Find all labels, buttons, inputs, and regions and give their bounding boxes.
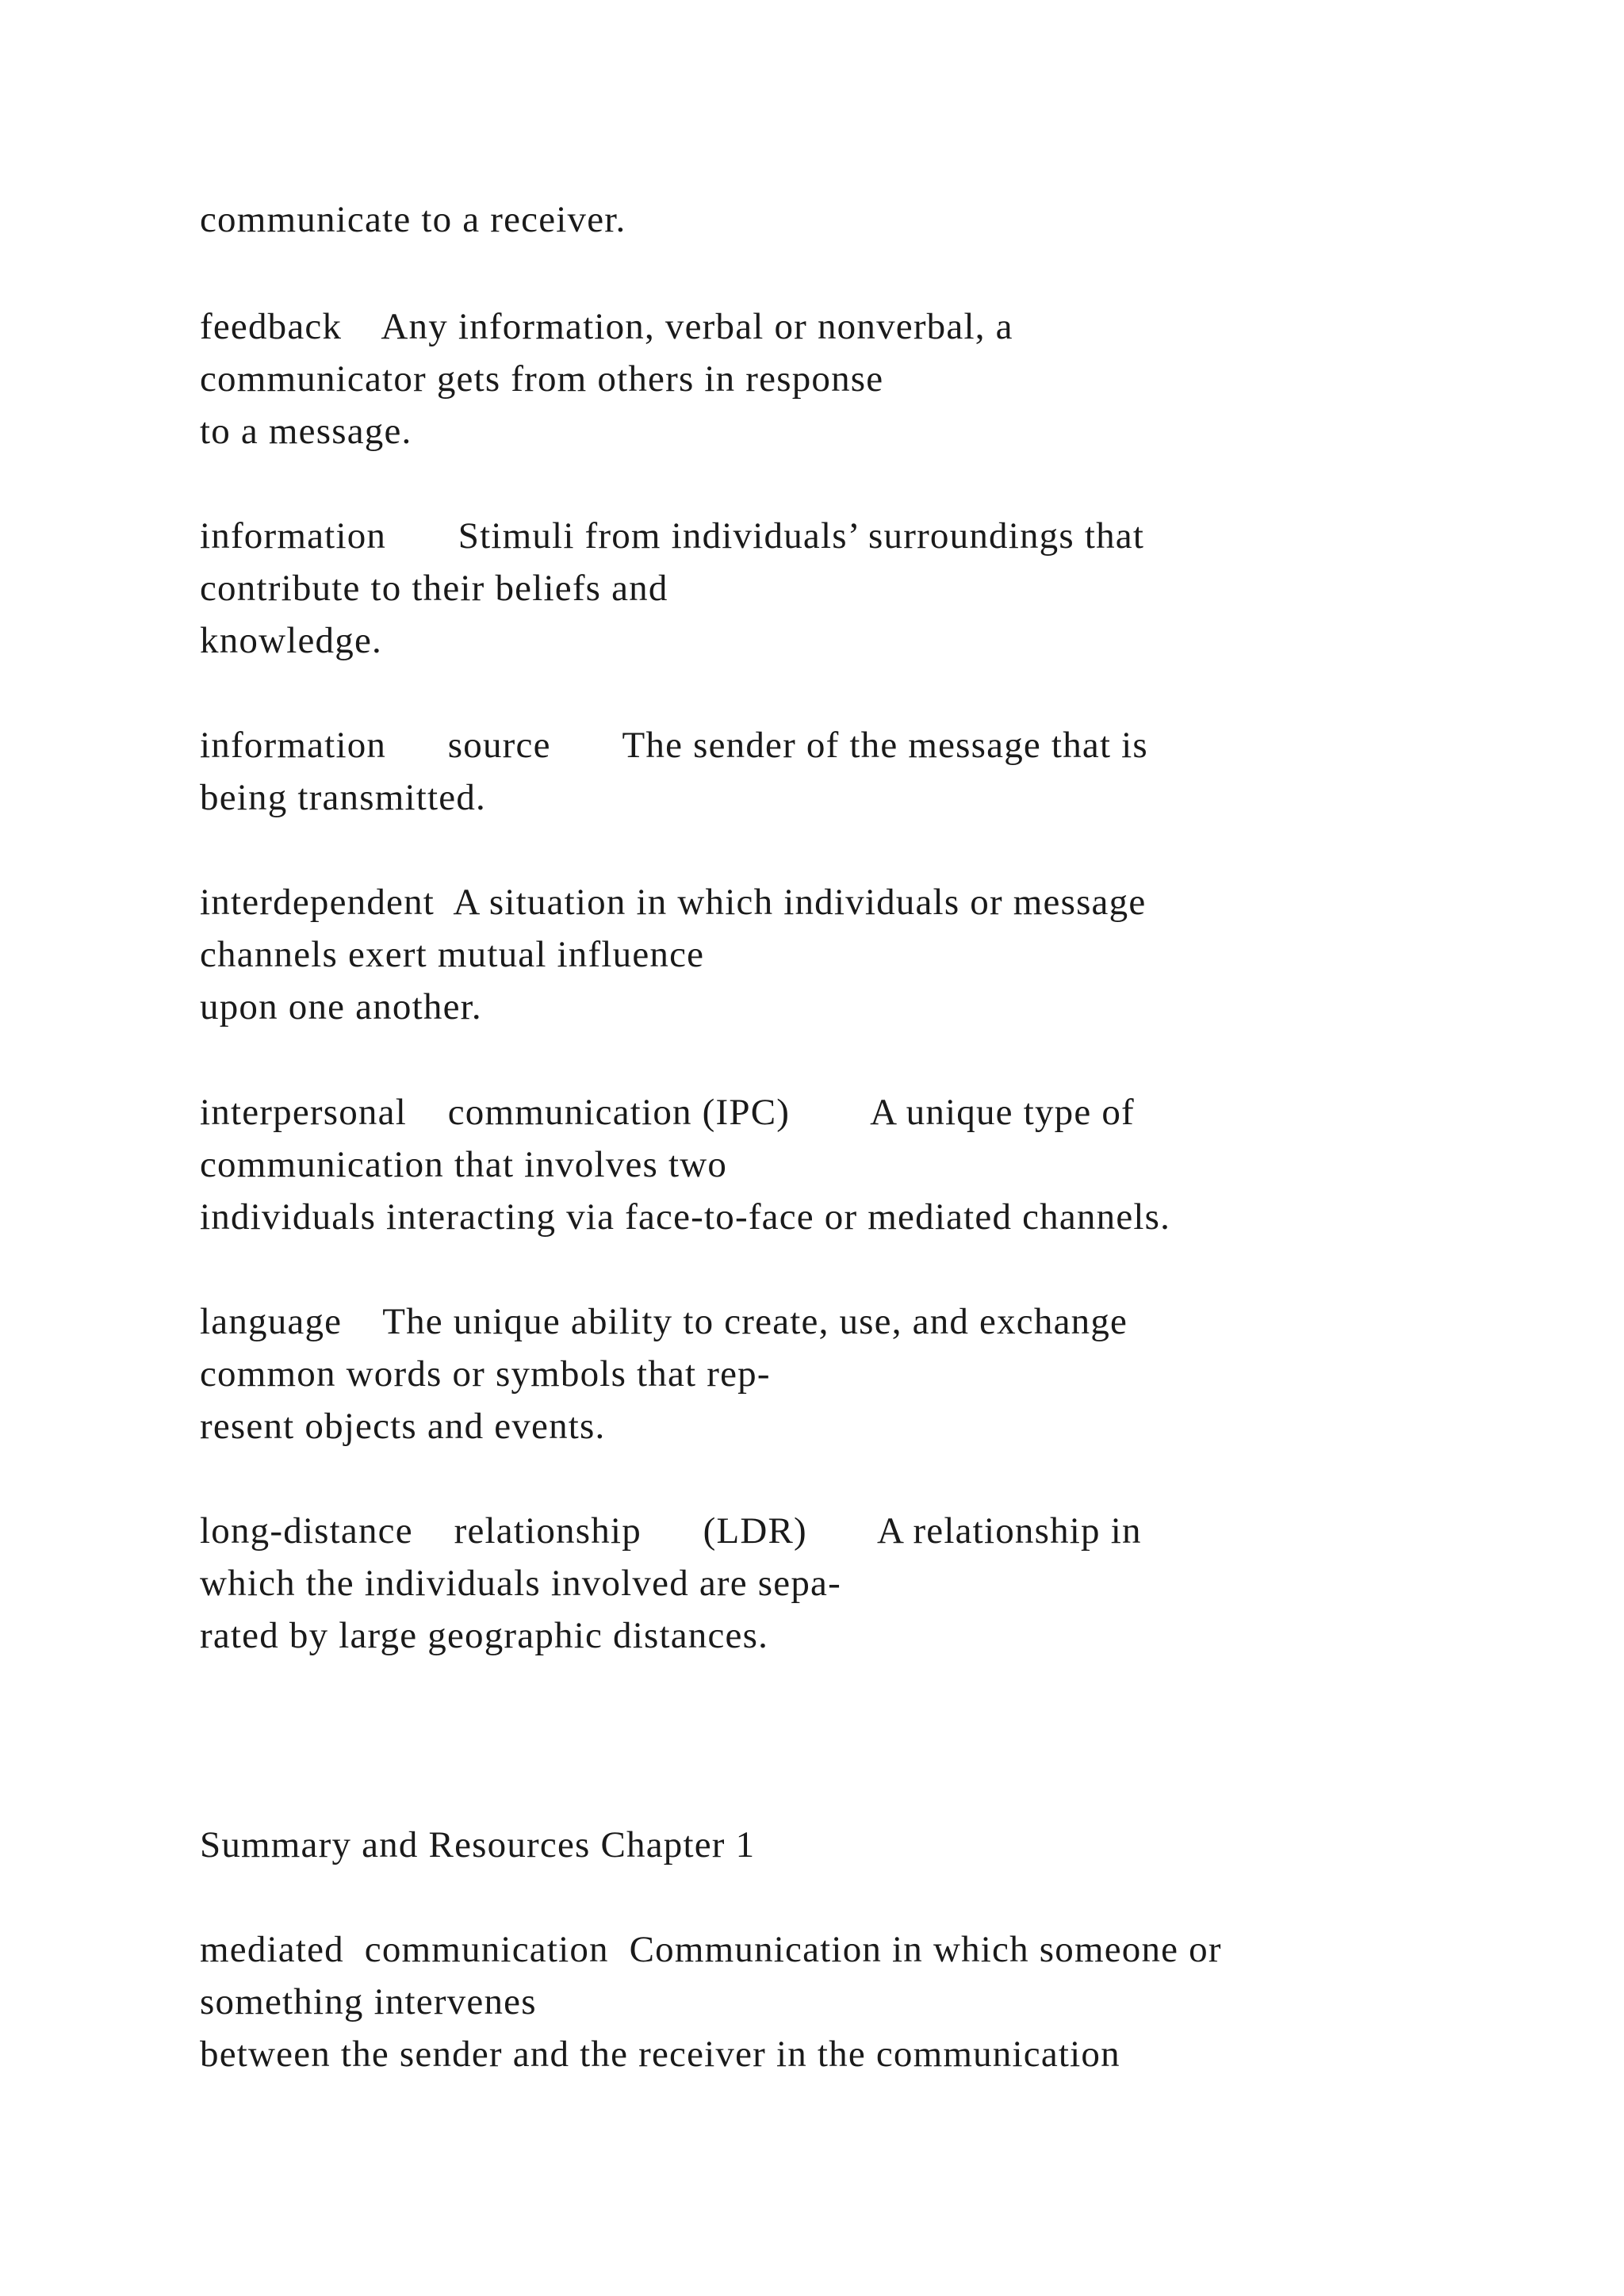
glossary-term-information: information Stimuli from individuals’ surroundings that xyxy=(200,515,1145,557)
text-line: channels exert mutual influence xyxy=(200,934,705,975)
text-line: individuals interacting via face-to-face or mediated channels. xyxy=(200,1196,1171,1238)
text-line: to a message. xyxy=(200,411,412,452)
text-line: between the sender and the receiver in the communication xyxy=(200,2034,1120,2075)
glossary-term-mediated-communication: mediated communication Communication in which someone or xyxy=(200,1929,1222,1970)
glossary-term-information-source: information source The sender of the message that is xyxy=(200,725,1148,766)
text-line: contribute to their beliefs and xyxy=(200,568,668,609)
glossary-term-interdependent: interdependent A situation in which individuals or message xyxy=(200,882,1147,923)
text-line: communicate to a receiver. xyxy=(200,199,626,240)
text-line: communicator gets from others in response xyxy=(200,358,884,400)
text-line: knowledge. xyxy=(200,620,382,661)
text-line: resent objects and events. xyxy=(200,1406,606,1447)
glossary-term-language: language The unique ability to create, use, and exchange xyxy=(200,1301,1128,1342)
text-line: rated by large geographic distances. xyxy=(200,1615,769,1656)
text-line: being transmitted. xyxy=(200,777,486,818)
section-heading: Summary and Resources Chapter 1 xyxy=(200,1824,756,1866)
glossary-term-interpersonal-communication: interpersonal communication (IPC) A unique type of xyxy=(200,1092,1135,1133)
glossary-term-long-distance-relationship: long-distance relationship (LDR) A relationship in xyxy=(200,1510,1142,1552)
glossary-term-feedback: feedback Any information, verbal or nonverbal, a xyxy=(200,306,1013,347)
text-line: something intervenes xyxy=(200,1981,537,2022)
text-line: common words or symbols that rep- xyxy=(200,1353,771,1395)
text-line: communication that involves two xyxy=(200,1144,728,1185)
text-line: which the individuals involved are sepa- xyxy=(200,1563,841,1604)
text-line: upon one another. xyxy=(200,986,482,1027)
